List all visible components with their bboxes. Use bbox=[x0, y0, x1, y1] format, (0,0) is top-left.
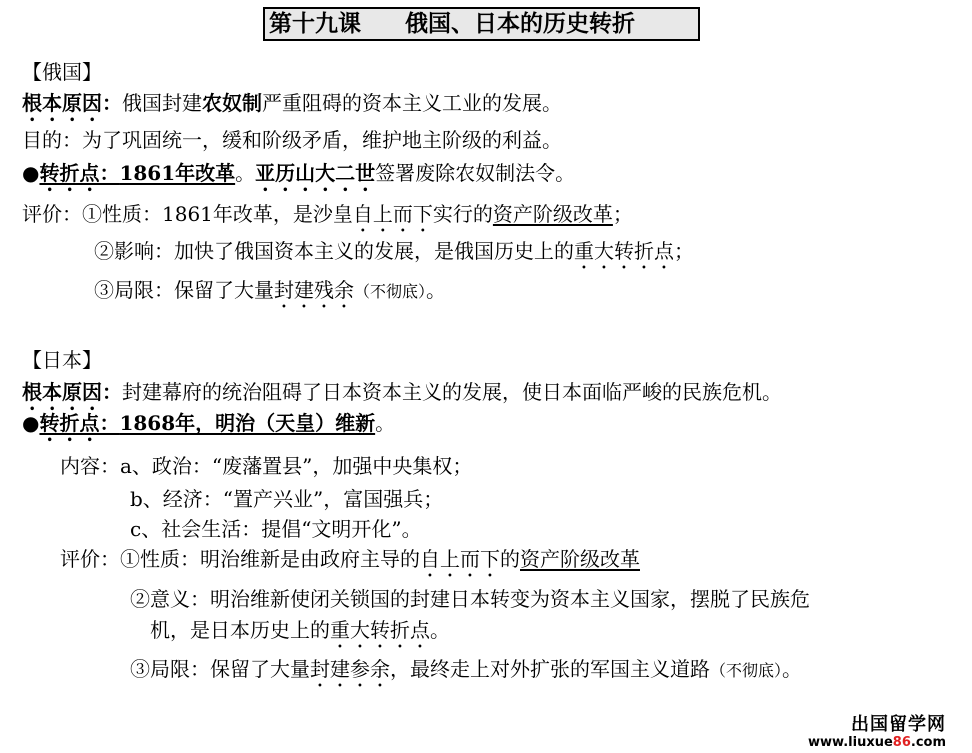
site-watermark bbox=[808, 716, 946, 749]
page-title bbox=[263, 7, 700, 41]
russia-root-label: 根本原因： bbox=[22, 91, 122, 115]
russia-heading: 【俄国】 bbox=[22, 60, 102, 84]
lesson-topic: 俄国、日本的历史转折 bbox=[405, 10, 635, 37]
russia-turn-event: 1861年改革 bbox=[119, 161, 236, 185]
japan-root-cause: 根本原因：封建幕府的统治阻碍了日本资本主义的发展，使日本面临严峻的民族危机。 bbox=[22, 380, 782, 404]
russia-turning-point: ●转折点：1861年改革。亚历山大二世签署废除农奴制法令。 bbox=[22, 161, 576, 185]
russia-eval-impact: ②影响：加快了俄国资本主义的发展，是俄国历史上的重大转折点； bbox=[94, 239, 694, 263]
watermark-url: www.liuxue86.com bbox=[808, 735, 946, 750]
japan-heading: 【日本】 bbox=[22, 348, 102, 372]
russia-purpose: 目的：为了巩固统一，缓和阶级矛盾，维护地主阶级的利益。 bbox=[22, 128, 562, 152]
bullet-icon: ● bbox=[22, 161, 40, 185]
japan-eval-significance-1: ②意义：明治维新使闭关锁国的封建日本转变为资本主义国家，摆脱了民族危 bbox=[130, 587, 810, 611]
japan-root-label: 根本原因： bbox=[22, 380, 122, 404]
japan-content-a: 内容：a、政治：“废藩置县”，加强中央集权； bbox=[60, 454, 473, 478]
japan-content-c: c、社会生活：提倡“文明开化”。 bbox=[130, 517, 422, 541]
russia-root-cause: 根本原因：俄国封建农奴制严重阻碍的资本主义工业的发展。 bbox=[22, 91, 562, 115]
russia-root-key: 农奴制 bbox=[202, 91, 262, 115]
bullet-icon: ● bbox=[22, 411, 40, 435]
lesson-number: 第十九课 bbox=[269, 10, 361, 37]
japan-eval-nature: 评价：①性质：明治维新是由政府主导的自上而下的资产阶级改革 bbox=[60, 547, 640, 571]
russia-eval-label: 评价： bbox=[22, 202, 82, 226]
russia-eval-limit: ③局限：保留了大量封建残余（不彻底）。 bbox=[94, 278, 447, 302]
japan-eval-label: 评价： bbox=[60, 547, 120, 571]
japan-turning-point: ●转折点：1868年，明治（天皇）维新。 bbox=[22, 411, 396, 435]
japan-content-b: b、经济：“置产兴业”，富国强兵； bbox=[130, 487, 444, 511]
japan-content-label: 内容： bbox=[60, 454, 120, 478]
japan-eval-limit: ③局限：保留了大量封建参余，最终走上对外扩张的军国主义道路（不彻底）。 bbox=[130, 657, 803, 681]
japan-turn-event: 1868年，明治（天皇）维新 bbox=[119, 411, 376, 435]
japan-eval-significance-2: 机，是日本历史上的重大转折点。 bbox=[150, 618, 450, 642]
russia-turn-emperor: 亚历山大二世 bbox=[255, 161, 376, 185]
watermark-site-name: 出国留学网 bbox=[851, 714, 946, 735]
russia-eval-nature: 评价：①性质：1861年改革，是沙皇自上而下实行的资产阶级改革； bbox=[22, 202, 633, 226]
